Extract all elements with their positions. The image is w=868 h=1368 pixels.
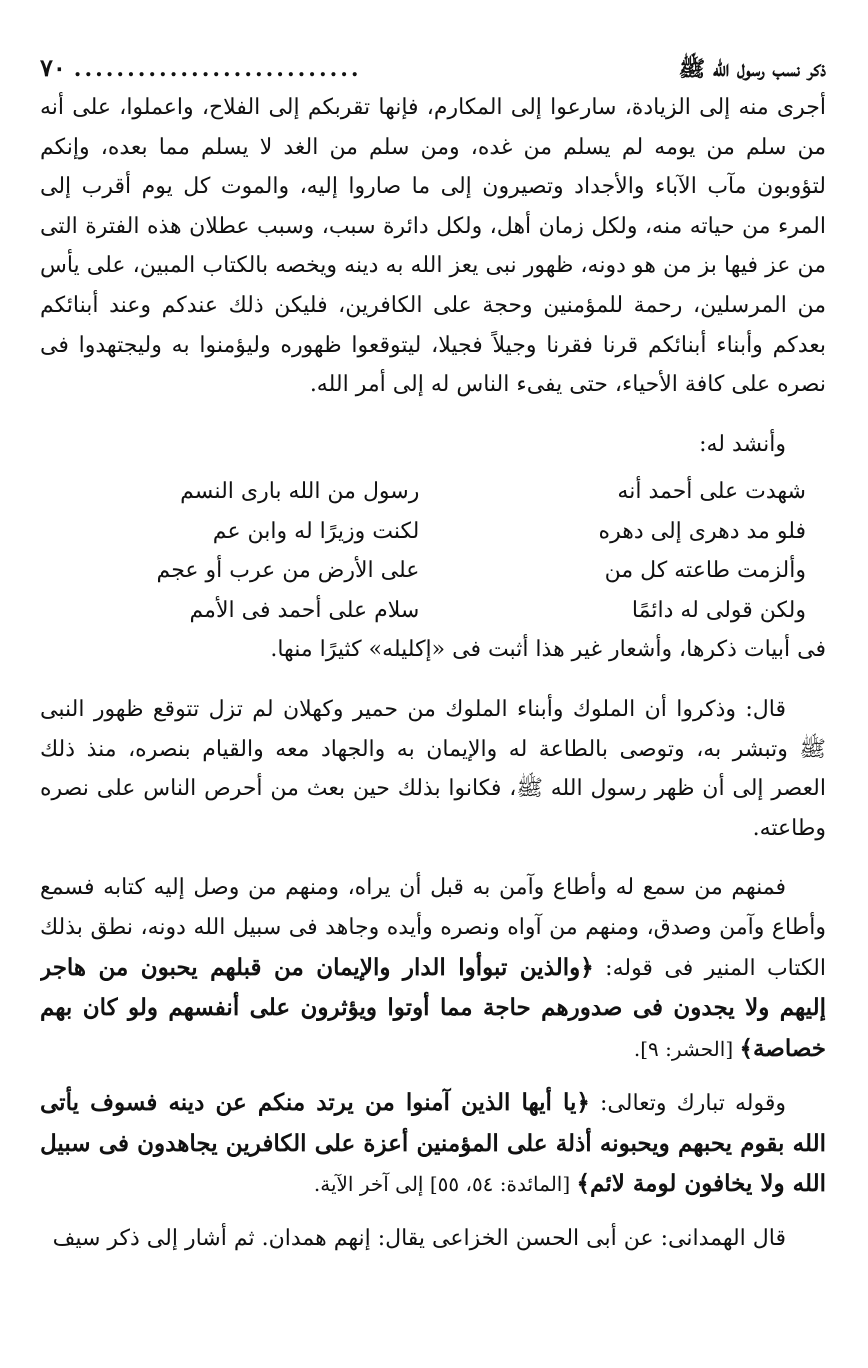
poem-second-hemistich: سلام على أحمد فى الأمم xyxy=(189,597,420,623)
verse-reference: [المائدة: ٥٤، ٥٥] إلى آخر الآية. xyxy=(313,1172,577,1197)
poem-second-hemistich: على الأرض من عرب أو عجم xyxy=(156,558,420,584)
poem-first-hemistich: وألزمت طاعته كل من xyxy=(604,558,806,584)
page-number: ٧٠ xyxy=(40,53,66,82)
chapter-title: ذكر نسب رسول الله ﷺ xyxy=(678,56,826,82)
poem-verse xyxy=(90,551,806,591)
paragraph-believers xyxy=(40,868,826,1069)
quran-verse: ﴿يا أيها الذين آمنوا من يرتد منكم عن دينه فسوف يأتى الله بقوم يحبهم ويحبونه أذلة على المؤمنين أعزة على الكافرين يجاهدون فى سبيل الله ولا يخافون لومة لائم﴾ xyxy=(40,1089,826,1198)
poem-second-hemistich: رسول من الله بارى النسم xyxy=(180,479,420,505)
poem-first-hemistich: ولكن قولى له دائمًا xyxy=(631,597,806,623)
page-header xyxy=(40,48,826,88)
paragraph-1: أجرى منه إلى الزيادة، سارعوا إلى المكارم، فإنها تقربكم إلى الفلاح، واعملوا، على أنه من سلم من يومه لم يسلم من غده، ومن سلم من الغد لا يسلم مما بعده، وإنكم لتؤوبون مآب الآباء والأجداد وتصيرون إلى ما صاروا إليه، والموت كل يوم أقرب إلى المرء من حياته منه، ولكل زمان أهل، ولكل دائرة سبب، وسبب عطلان هذه الفترة التى من عز فيها بز من هو دونه، ظهور نبى يعز الله به دينه ويخصه بالكتاب المبين، على يأس من المرسلين، رحمة للمؤمنين وحجة على الكافرين، فليكن ذلك عندكم وعند أبنائكم بعدكم وأبناء أبنائكم قرنا فقرنا وجيلاً فجيلا، ليتوقعوا ظهوره وليؤمنوا به وليجتهدوا فى نصره على كافة الأحياء، حتى يفىء الناس له إلى أمر الله. xyxy=(40,95,826,398)
paragraph-maidah xyxy=(40,1083,826,1205)
header-leader-dots: ........................... xyxy=(73,56,362,82)
book-page xyxy=(40,48,826,1358)
poem-verse xyxy=(90,512,806,552)
quran-verse: ﴿والذين تبوأوا الدار والإيمان من قبلهم يحبون من هاجر إليهم ولا يجدون فى صدورهم حاجة مما أوتوا ويؤثرون على أنفسهم ولو كان بهم خصاصة﴾ xyxy=(40,953,826,1062)
poem-verse xyxy=(90,591,806,631)
paragraph-text: وقوله تبارك وتعالى: xyxy=(589,1091,786,1117)
paragraph-after-poem: فى أبيات ذكرها، وأشعار غير هذا أثبت فى «إكليله» كثيرًا منها. xyxy=(270,637,826,663)
poem-first-hemistich: شهدت على أحمد أنه xyxy=(617,479,806,505)
poem xyxy=(90,472,806,630)
poem-intro: وأنشد له: xyxy=(699,431,786,457)
poem-second-hemistich: لكنت وزيرًا له وابن عم xyxy=(212,518,420,544)
paragraph-kings: قال: وذكروا أن الملوك وأبناء الملوك من حمير وكهلان لم تزل تتوقع ظهور النبى ﷺ وتبشر به، وتوصى بالطاعة له والإيمان به والجهاد معه والقيام بنصره، منذ ذلك العصر إلى أن ظهر رسول الله ﷺ، فكانوا بذلك حين بعث من أحرص الناس على نصره وطاعته. xyxy=(40,696,826,841)
poem-verse xyxy=(90,472,806,512)
verse-reference: [الحشر: ٩]. xyxy=(633,1036,740,1061)
paragraph-text: فمنهم من سمع له وأطاع وآمن به قبل أن يراه، ومنهم من وصل إليه كتابه فسمع وأطاع وآمن وصدق، ومنهم من آواه ونصره وأيده وجاهد فى سبيل الله دونه، نطق بذلك الكتاب المنير فى قوله: xyxy=(40,875,826,981)
paragraph-hamdani: قال الهمدانى: عن أبى الحسن الخزاعى يقال: إنهم همدان. ثم أشار إلى ذكر سيف xyxy=(52,1226,786,1252)
poem-first-hemistich: فلو مد دهرى إلى دهره xyxy=(598,518,806,544)
